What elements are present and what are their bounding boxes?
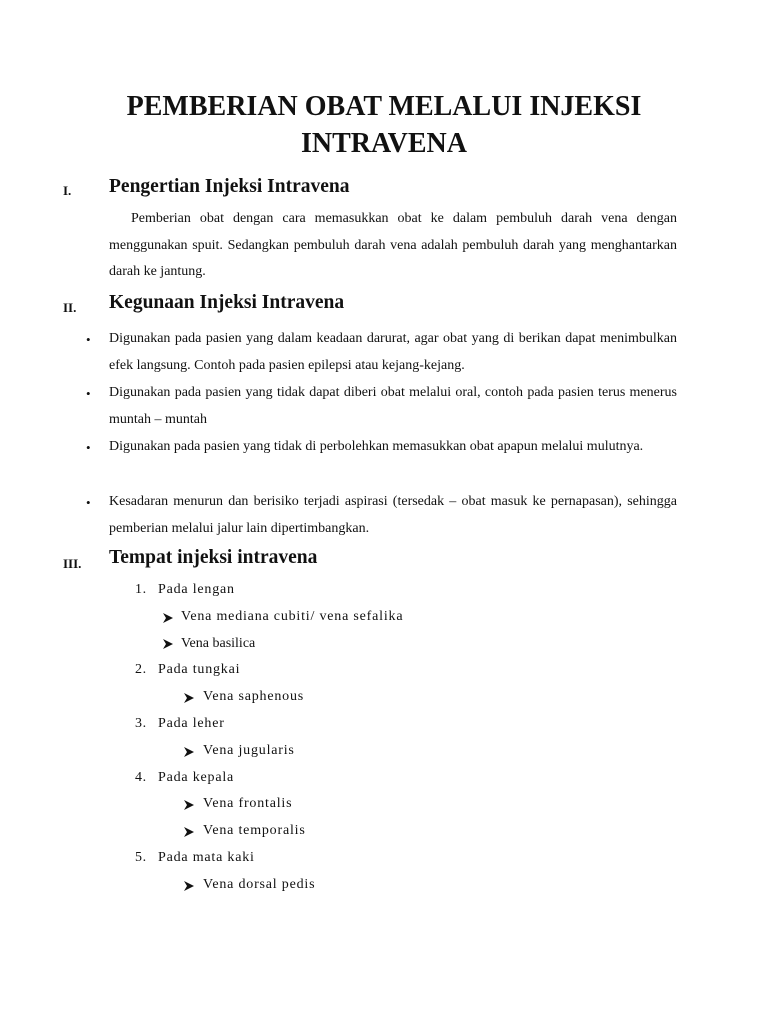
ordered-item-number: 5.: [135, 850, 147, 865]
arrowhead-bullet-icon: [183, 826, 195, 838]
sub-list-item: Vena frontalis: [203, 796, 293, 811]
ordered-item-label: Pada lengan: [158, 582, 235, 597]
sub-list-item: Vena dorsal pedis: [203, 877, 316, 892]
ordered-item-number: 4.: [135, 770, 147, 785]
section-3-heading: Tempat injeksi intravena: [109, 547, 318, 568]
list-item: Kesadaran menurun dan berisiko terjadi aspirasi (tersedak – obat masuk ke pernapasan), sehingga pemberian melalui jalur lain dipertimbangkan.: [109, 494, 677, 536]
bullet-icon: •: [86, 386, 91, 401]
title-line-1: PEMBERIAN OBAT MELALUI INJEKSI: [126, 91, 642, 122]
section-1-heading: Pengertian Injeksi Intravena: [109, 176, 350, 197]
sub-list-item: Vena basilica: [181, 636, 256, 651]
arrowhead-bullet-icon: [183, 799, 195, 811]
sub-list-item: Vena temporalis: [203, 823, 306, 838]
section-3-numeral: III.: [63, 556, 82, 571]
section-1-paragraph: Pemberian obat dengan cara memasukkan obat ke dalam pembuluh darah vena dengan menggunakan spuit. Sedangkan pembuluh darah vena adalah pembuluh darah yang menghantarkan darah ke jantung.: [109, 211, 677, 279]
bullet-icon: •: [86, 440, 91, 455]
arrowhead-bullet-icon: [183, 880, 195, 892]
section-1-numeral: I.: [63, 183, 72, 198]
ordered-item-number: 2.: [135, 662, 147, 677]
arrowhead-bullet-icon: [162, 638, 174, 650]
page-title: [60, 88, 708, 162]
ordered-item-label: Pada mata kaki: [158, 850, 255, 865]
bullet-icon: •: [86, 495, 91, 510]
ordered-item-label: Pada leher: [158, 716, 225, 731]
ordered-item-number: 3.: [135, 716, 147, 731]
title-line-2: INTRAVENA: [301, 128, 467, 159]
sub-list-item: Vena jugularis: [203, 743, 295, 758]
ordered-item-number: 1.: [135, 582, 147, 597]
arrowhead-bullet-icon: [183, 746, 195, 758]
list-item: Digunakan pada pasien yang dalam keadaan darurat, agar obat yang di berikan dapat menimbulkan efek langsung. Contoh pada pasien epilepsi atau kejang-kejang.: [109, 331, 677, 373]
section-2-numeral: II.: [63, 300, 77, 315]
arrowhead-bullet-icon: [162, 612, 174, 624]
sub-list-item: Vena saphenous: [203, 689, 305, 704]
ordered-item-label: Pada tungkai: [158, 662, 241, 677]
list-item: Digunakan pada pasien yang tidak di perbolehkan memasukkan obat apapun melalui mulutnya.: [109, 439, 644, 454]
bullet-icon: •: [86, 332, 91, 347]
sub-list-item: Vena mediana cubiti/ vena sefalika: [181, 609, 404, 624]
ordered-item-label: Pada kepala: [158, 770, 235, 785]
section-2-heading: Kegunaan Injeksi Intravena: [109, 292, 345, 313]
arrowhead-bullet-icon: [183, 692, 195, 704]
list-item: Digunakan pada pasien yang tidak dapat diberi obat melalui oral, contoh pada pasien terus menerus muntah – muntah: [109, 385, 677, 427]
